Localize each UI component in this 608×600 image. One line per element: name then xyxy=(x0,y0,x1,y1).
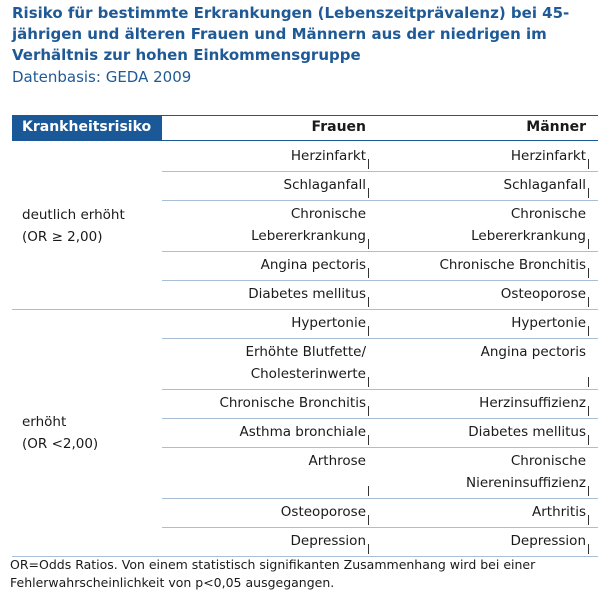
table-cell-men xyxy=(390,530,586,552)
cell-line: Schlaganfall xyxy=(503,177,586,193)
cell-line: Chronische Bronchitis xyxy=(439,257,586,273)
row-tick xyxy=(588,239,589,249)
row-tick xyxy=(368,239,369,249)
row-tick xyxy=(588,486,589,496)
table-cell-women xyxy=(170,341,366,385)
table-cell-men xyxy=(390,392,586,414)
cell-line: Herzinfarkt xyxy=(510,148,586,164)
table-cell-men xyxy=(390,145,586,167)
row-separator xyxy=(162,527,598,528)
cell-line: Osteoporose xyxy=(280,504,366,520)
row-separator xyxy=(162,200,598,201)
row-tick xyxy=(368,297,369,307)
row-tick xyxy=(368,515,369,525)
cell-line: Chronische xyxy=(290,206,366,222)
row-tick xyxy=(368,188,369,198)
cell-line: Osteoporose xyxy=(500,286,586,302)
cell-line: Erhöhte Blutfette/ xyxy=(245,344,366,360)
group-label-line: (OR <2,00) xyxy=(22,435,99,452)
row-separator xyxy=(162,418,598,419)
row-tick xyxy=(588,297,589,307)
row-tick xyxy=(588,268,589,278)
row-tick xyxy=(368,268,369,278)
table-cell-women xyxy=(170,254,366,276)
figure-title: Risiko für bestimmte Erkrankungen (Lebenszeitprävalenz) bei 45-jährigen und älteren Frauen und Männern aus der niedrigen im Verhältnis zur hohen Einkommensgruppe xyxy=(12,4,570,64)
data-source: Datenbasis: GEDA 2009 xyxy=(12,68,192,86)
cell-line: Angina pectoris xyxy=(480,344,586,360)
row-tick xyxy=(368,377,369,387)
cell-line: Hypertonie xyxy=(291,315,366,331)
cell-line: Niereninsuffizienz xyxy=(465,475,586,491)
cell-line: Herzinfarkt xyxy=(290,148,366,164)
cell-line: Cholesterinwerte xyxy=(250,366,366,382)
cell-line: Chronische xyxy=(510,453,586,469)
row-tick xyxy=(368,159,369,169)
table-cell-women xyxy=(170,530,366,552)
header-men: Männer xyxy=(526,119,586,135)
cell-line: Asthma bronchiale xyxy=(239,424,366,440)
cell-line: Lebererkrankung xyxy=(251,228,366,244)
table-cell-women xyxy=(170,203,366,247)
table-cell-men xyxy=(390,501,586,523)
group-label xyxy=(22,411,98,455)
group-label-line: deutlich erhöht xyxy=(22,206,125,223)
cell-line: Schlaganfall xyxy=(283,177,366,193)
cell-line: Diabetes mellitus xyxy=(248,286,366,302)
row-separator xyxy=(162,171,598,172)
row-tick xyxy=(588,544,589,554)
cell-line: Arthritis xyxy=(531,504,586,520)
row-tick xyxy=(368,435,369,445)
cell-line: Arthrose xyxy=(308,453,366,469)
table-cell-women xyxy=(170,283,366,305)
cell-line: Lebererkrankung xyxy=(471,228,586,244)
cell-line: Chronische Bronchitis xyxy=(219,395,366,411)
header-top-line xyxy=(162,115,598,116)
header-bottom-line xyxy=(12,140,598,141)
row-tick xyxy=(588,326,589,336)
row-separator xyxy=(162,447,598,448)
row-separator xyxy=(162,389,598,390)
header-risk: Krankheitsrisiko xyxy=(12,115,162,140)
row-tick xyxy=(368,326,369,336)
cell-line: Depression xyxy=(290,533,366,549)
row-tick xyxy=(368,406,369,416)
cell-line: Depression xyxy=(510,533,586,549)
cell-line: Diabetes mellitus xyxy=(468,424,586,440)
table-cell-men xyxy=(390,283,586,305)
row-tick xyxy=(588,159,589,169)
table-cell-women xyxy=(170,312,366,334)
table-cell-women xyxy=(170,450,366,472)
group-label-line: erhöht xyxy=(22,413,67,430)
row-tick xyxy=(588,406,589,416)
table-cell-men xyxy=(390,312,586,334)
table-cell-women xyxy=(170,145,366,167)
row-tick xyxy=(588,435,589,445)
table-cell-men xyxy=(390,341,586,363)
header-women: Frauen xyxy=(311,119,366,135)
table-cell-women xyxy=(170,501,366,523)
table-cell-men xyxy=(390,450,586,494)
row-separator xyxy=(162,338,598,339)
row-tick xyxy=(588,188,589,198)
table-cell-women xyxy=(170,392,366,414)
table-cell-men xyxy=(390,174,586,196)
group-separator xyxy=(12,309,598,310)
table-cell-women xyxy=(170,174,366,196)
cell-line: Chronische xyxy=(510,206,586,222)
table-cell-men xyxy=(390,254,586,276)
footnote: OR=Odds Ratios. Von einem statistisch signifikanten Zusammenhang wird bei einer Fehlerwahrscheinlichkeit von p<0,05 ausgegangen. xyxy=(10,557,536,590)
table-cell-women xyxy=(170,421,366,443)
group-label xyxy=(22,204,125,248)
row-tick xyxy=(368,544,369,554)
cell-line: Hypertonie xyxy=(511,315,586,331)
row-separator xyxy=(162,280,598,281)
cell-line: Herzinsuffizienz xyxy=(479,395,586,411)
row-separator xyxy=(162,251,598,252)
group-label-line: (OR ≥ 2,00) xyxy=(22,228,103,245)
table-cell-men xyxy=(390,203,586,247)
table-cell-men xyxy=(390,421,586,443)
cell-line: Angina pectoris xyxy=(260,257,366,273)
row-tick xyxy=(588,377,589,387)
row-tick xyxy=(368,486,369,496)
row-tick xyxy=(588,515,589,525)
row-separator xyxy=(162,498,598,499)
